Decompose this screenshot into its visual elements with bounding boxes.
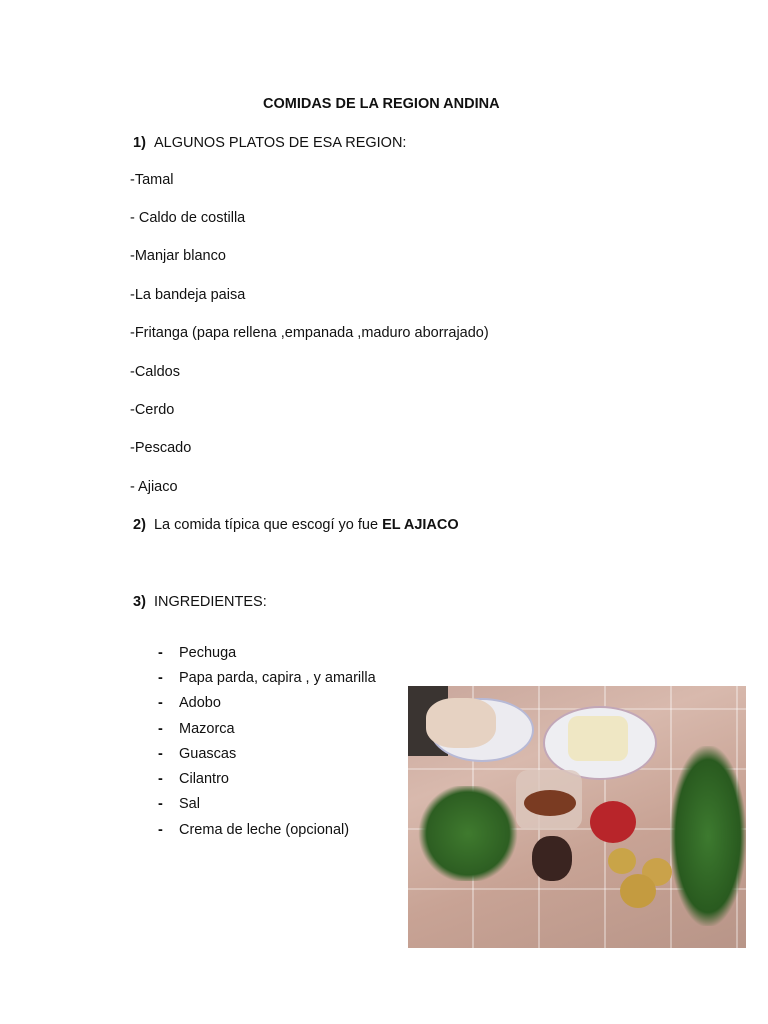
ingredient-item <box>158 694 221 712</box>
bullet: - <box>158 721 163 737</box>
dish-item: -La bandeja paisa <box>130 287 246 303</box>
chosen-dish: EL AJIACO <box>382 517 459 533</box>
section-text: La comida típica que escogí yo fue <box>153 517 383 533</box>
dish-item: -Cerdo <box>130 402 175 418</box>
section-2-text <box>133 516 459 534</box>
dish-item: - Ajiaco <box>130 479 178 495</box>
ingredient-label: Guascas <box>179 746 237 762</box>
dish-item: -Fritanga (papa rellena ,empanada ,maduro aborrajado) <box>130 325 489 341</box>
dish-item: -Pescado <box>130 440 192 456</box>
section-3-heading <box>133 593 267 611</box>
ingredient-item <box>158 720 235 738</box>
section-heading: ALGUNOS PLATOS DE ESA REGION: <box>153 135 407 151</box>
ingredient-item <box>158 644 236 662</box>
document-title: COMIDAS DE LA REGION ANDINA <box>263 96 500 112</box>
ingredient-label: Crema de leche (opcional) <box>179 822 350 838</box>
section-number: 1) <box>133 135 146 151</box>
bullet: - <box>158 796 163 812</box>
bullet: - <box>158 771 163 787</box>
onion-dark <box>532 836 572 881</box>
ingredient-label: Sal <box>179 796 200 812</box>
adobo-liquid <box>524 790 576 816</box>
ingredient-label: Cilantro <box>179 771 229 787</box>
ingredient-label: Pechuga <box>179 645 237 661</box>
dish-item: -Manjar blanco <box>130 248 226 264</box>
ingredients-photo <box>408 686 746 948</box>
section-number: 2) <box>133 517 146 533</box>
ingredient-label: Mazorca <box>179 721 235 737</box>
cilantro-bunch <box>418 786 518 881</box>
bullet: - <box>158 670 163 686</box>
chicken-breast <box>426 698 496 748</box>
bullet: - <box>158 695 163 711</box>
section-number: 3) <box>133 594 146 610</box>
potato <box>608 848 636 874</box>
dish-item: - Caldo de costilla <box>130 210 246 226</box>
bullet: - <box>158 645 163 661</box>
ingredient-label: Adobo <box>179 695 221 711</box>
bullet: - <box>158 746 163 762</box>
guascas-bunch <box>670 746 746 926</box>
corn-pieces <box>568 716 628 761</box>
ingredient-item <box>158 669 376 687</box>
potato <box>620 874 656 908</box>
red-potato <box>590 801 636 843</box>
section-1-heading <box>133 134 406 152</box>
ingredient-item <box>158 795 200 813</box>
ingredient-label: Papa parda, capira , y amarilla <box>179 670 376 686</box>
dish-item: -Caldos <box>130 364 180 380</box>
dish-item: -Tamal <box>130 172 174 188</box>
ingredient-item <box>158 770 229 788</box>
section-heading: INGREDIENTES: <box>153 594 267 610</box>
ingredient-item <box>158 821 349 839</box>
ingredient-item <box>158 745 236 763</box>
bullet: - <box>158 822 163 838</box>
